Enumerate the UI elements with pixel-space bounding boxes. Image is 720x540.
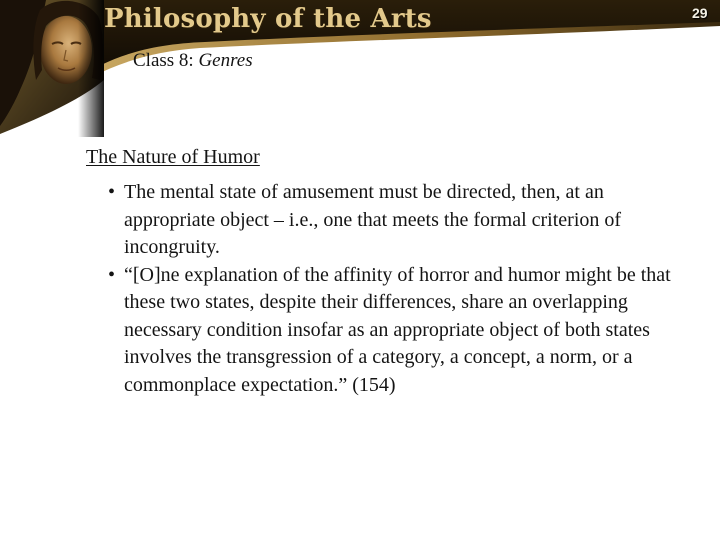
class-label: Class 8: bbox=[133, 50, 199, 71]
course-title: Philosophy of the Arts bbox=[104, 4, 432, 34]
slide-header bbox=[0, 0, 720, 137]
page-number: 29 bbox=[692, 5, 708, 21]
bullet-marker: • bbox=[108, 263, 116, 286]
bullet-marker: • bbox=[108, 181, 116, 203]
bullet-text: The mental state of amusement must be directed, then, at an appropriate object – i.e., one that meets the formal criterion of incongruity. bbox=[124, 181, 622, 258]
class-topic: Genres bbox=[198, 50, 253, 71]
class-subtitle bbox=[133, 50, 253, 72]
bullet-item bbox=[108, 262, 688, 400]
bullet-item bbox=[108, 179, 688, 262]
bullet-text: “[O]ne explanation of the affinity of horror and humor might be that these two states, despite their differences, share an overlapping necessary condition insofar as an appropriate object of both states involves the transgression of a category, a concept, a norm, or a commonplace expectation.” (154) bbox=[124, 263, 671, 396]
section-heading: The Nature of Humor bbox=[86, 146, 260, 168]
bullet-list bbox=[108, 179, 688, 399]
mona-lisa-portrait bbox=[0, 0, 104, 137]
